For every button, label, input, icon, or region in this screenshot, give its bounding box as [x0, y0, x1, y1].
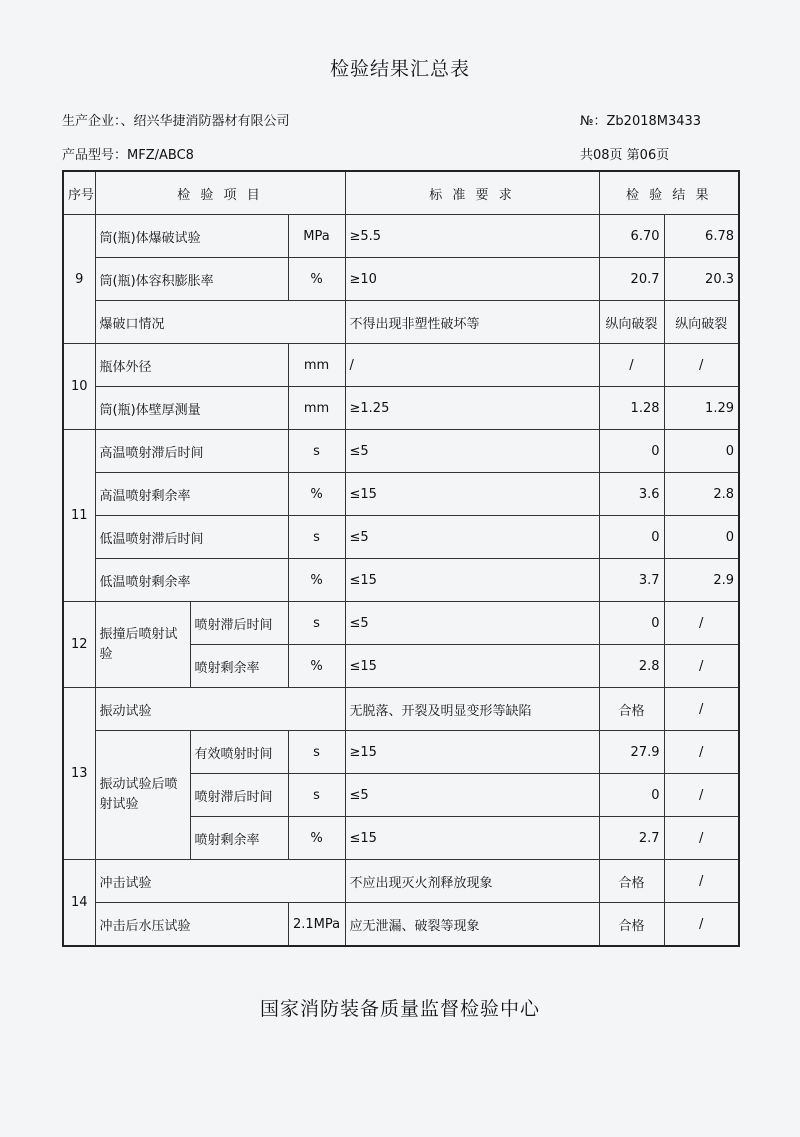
result-1: 合格 [599, 903, 664, 947]
issuing-organization: 国家消防装备质量监督检验中心 [259, 998, 540, 1020]
row-seq: 11 [63, 430, 95, 602]
product-model: 产品型号：MFZ/ABC8 [62, 148, 194, 163]
row-seq: 13 [63, 688, 95, 860]
table-row [63, 731, 739, 774]
result-2: / [664, 903, 739, 947]
table-row [63, 860, 739, 903]
table-row [63, 387, 739, 430]
result-2: / [664, 344, 739, 387]
item-unit: mm [288, 387, 345, 430]
item-unit: % [288, 817, 345, 860]
requirement: ≥10 [345, 258, 599, 301]
result-2: / [664, 731, 739, 774]
requirement: ≤15 [345, 645, 599, 688]
result-2: / [664, 645, 739, 688]
item-unit: mm [288, 344, 345, 387]
result-2: / [664, 817, 739, 860]
table-row [63, 516, 739, 559]
result-1: 0 [599, 430, 664, 473]
table-row [63, 430, 739, 473]
item-label: 筒(瓶)体容积膨胀率 [95, 258, 288, 301]
company-name: 生产企业：、绍兴华捷消防器材有限公司 [62, 114, 290, 129]
result-2: 0 [664, 430, 739, 473]
requirement: ≥1.25 [345, 387, 599, 430]
item-unit: 2.1MPa [288, 903, 345, 947]
requirement: ≤5 [345, 602, 599, 645]
row-seq: 9 [63, 215, 95, 344]
item-unit: % [288, 645, 345, 688]
item-unit: MPa [288, 215, 345, 258]
requirement: 不得出现非塑性破坏等 [345, 301, 599, 344]
table-row [63, 258, 739, 301]
group-label: 振撞后喷射试验 [95, 602, 190, 688]
item-unit: % [288, 473, 345, 516]
requirement: ≤15 [345, 473, 599, 516]
table-row [63, 903, 739, 947]
item-label: 爆破口情况 [95, 301, 345, 344]
result-2: 2.9 [664, 559, 739, 602]
item-unit: s [288, 602, 345, 645]
header-seq: 序号 [63, 171, 95, 215]
requirement: ≤15 [345, 817, 599, 860]
result-2: / [664, 602, 739, 645]
result-2: 6.78 [664, 215, 739, 258]
requirement: ≤5 [345, 430, 599, 473]
table-row [63, 559, 739, 602]
requirement: ≤5 [345, 774, 599, 817]
item-label: 喷射滞后时间 [190, 602, 288, 645]
item-unit: s [288, 430, 345, 473]
requirement: ≤15 [345, 559, 599, 602]
report-number: №：Zb2018M3433 [580, 114, 702, 129]
report-title: 检验结果汇总表 [329, 58, 470, 80]
result-1: 合格 [599, 860, 664, 903]
result-2: 0 [664, 516, 739, 559]
result-2: / [664, 860, 739, 903]
requirement: ≤5 [345, 516, 599, 559]
result-1: 合格 [599, 688, 664, 731]
result-1: 6.70 [599, 215, 664, 258]
item-label: 筒(瓶)体壁厚测量 [95, 387, 288, 430]
row-seq: 12 [63, 602, 95, 688]
group-label: 振动试验后喷射试验 [95, 731, 190, 860]
table-row [63, 473, 739, 516]
page-count: 共08页 第06页 [580, 148, 670, 163]
item-label: 冲击后水压试验 [95, 903, 288, 947]
table-row [63, 344, 739, 387]
result-2: 1.29 [664, 387, 739, 430]
item-label: 振动试验 [95, 688, 345, 731]
result-1: 2.7 [599, 817, 664, 860]
requirement: ≥15 [345, 731, 599, 774]
item-unit: s [288, 774, 345, 817]
result-1: 0 [599, 602, 664, 645]
item-label: 喷射剩余率 [190, 645, 288, 688]
requirement: ≥5.5 [345, 215, 599, 258]
result-1: 2.8 [599, 645, 664, 688]
result-2: 纵向破裂 [664, 301, 739, 344]
result-1: 0 [599, 516, 664, 559]
result-1: 3.7 [599, 559, 664, 602]
item-label: 冲击试验 [95, 860, 345, 903]
requirement: 无脱落、开裂及明显变形等缺陷 [345, 688, 599, 731]
item-unit: s [288, 731, 345, 774]
item-unit: % [288, 559, 345, 602]
result-2: 20.3 [664, 258, 739, 301]
result-1: 20.7 [599, 258, 664, 301]
table-row [63, 688, 739, 731]
header-requirement: 标 准 要 求 [345, 171, 599, 215]
item-unit: s [288, 516, 345, 559]
item-label: 筒(瓶)体爆破试验 [95, 215, 288, 258]
result-1: 3.6 [599, 473, 664, 516]
result-2: / [664, 774, 739, 817]
item-unit: % [288, 258, 345, 301]
result-1: 27.9 [599, 731, 664, 774]
item-label: 喷射滞后时间 [190, 774, 288, 817]
item-label: 低温喷射剩余率 [95, 559, 288, 602]
item-label: 高温喷射滞后时间 [95, 430, 288, 473]
table-row [63, 301, 739, 344]
table-row [63, 215, 739, 258]
item-label: 有效喷射时间 [190, 731, 288, 774]
item-label: 高温喷射剩余率 [95, 473, 288, 516]
requirement: / [345, 344, 599, 387]
row-seq: 10 [63, 344, 95, 430]
header-item: 检 验 项 目 [95, 171, 345, 215]
requirement: 应无泄漏、破裂等现象 [345, 903, 599, 947]
item-label: 喷射剩余率 [190, 817, 288, 860]
result-1: 0 [599, 774, 664, 817]
table-header-row [63, 171, 739, 215]
result-1: 纵向破裂 [599, 301, 664, 344]
result-2: 2.8 [664, 473, 739, 516]
item-label: 瓶体外径 [95, 344, 288, 387]
result-1: 1.28 [599, 387, 664, 430]
header-result: 检 验 结 果 [599, 171, 739, 215]
results-table [62, 170, 740, 947]
result-2: / [664, 688, 739, 731]
row-seq: 14 [63, 860, 95, 947]
item-label: 低温喷射滞后时间 [95, 516, 288, 559]
requirement: 不应出现灭火剂释放现象 [345, 860, 599, 903]
table-row [63, 602, 739, 645]
result-1: / [599, 344, 664, 387]
